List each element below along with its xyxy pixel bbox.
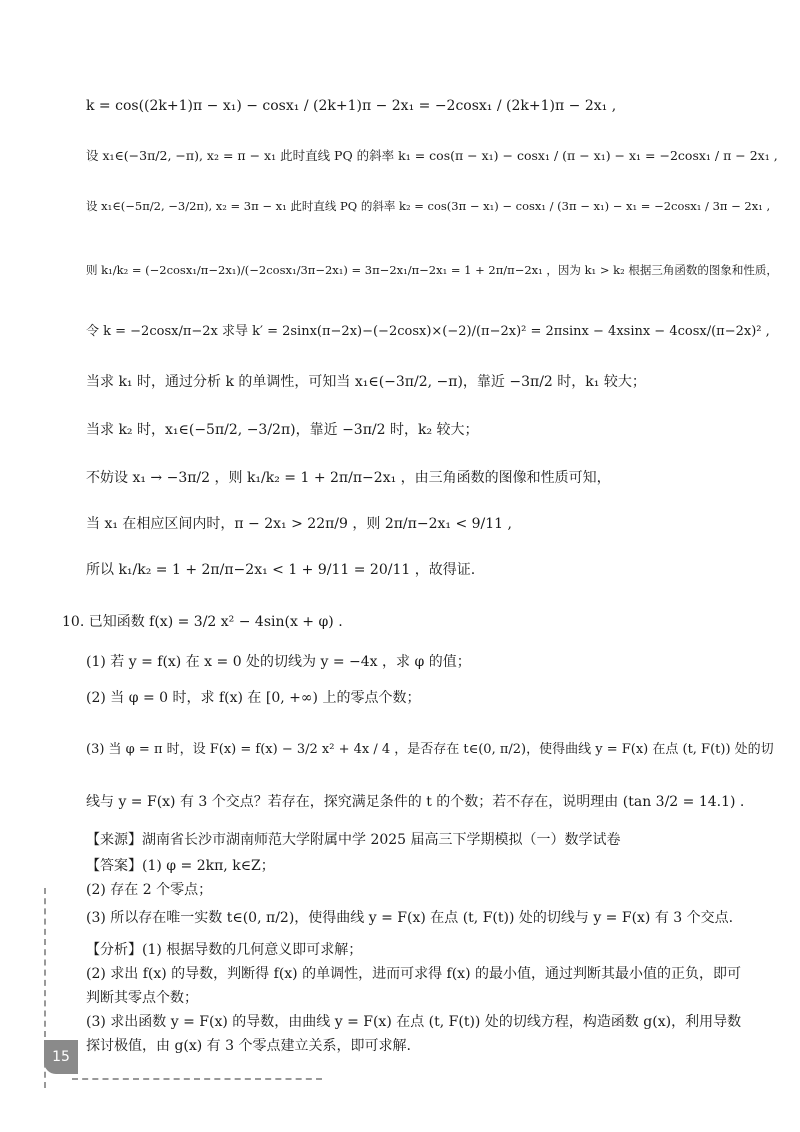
analysis-line-1: 【分析】(1) 根据导数的几何意义即可求解； [86,942,363,958]
analysis-line-2: (2) 求出 f(x) 的导数，判断得 f(x) 的单调性，进而可求得 f(x) 的最小值，通过判断其最小值的正负，即可 [86,966,741,982]
problem-part-3b: 线与 y = F(x) 有 3 个交点？若存在，探究满足条件的 t 的个数；若不存在，说明理由 (tan 3/2 = 14.1) . [86,794,745,810]
answer-line-1: 【答案】(1) φ = 2kπ, k∈Z； [86,858,275,874]
answer-line-3: (3) 所以存在唯一实数 t∈(0, π/2)，使得曲线 y = F(x) 在点 (t, F(t)) 处的切线与 y = F(x) 有 3 个交点. [86,910,734,926]
analysis-line-4: (3) 求出函数 y = F(x) 的导数，由曲线 y = F(x) 在点 (t, F(t)) 处的切线方程，构造函数 g(x)，利用导数 [86,1014,742,1030]
problem-title: 10. 已知函数 f(x) = 3/2 x² − 4sin(x + φ) . [62,614,343,630]
page-number-badge: 15 [44,1040,78,1074]
analysis-line-5: 探讨极值，由 g(x) 有 3 个零点建立关系，即可求解. [86,1038,411,1054]
footer-decoration [72,1078,322,1080]
answer-line-2: (2) 存在 2 个零点； [86,882,213,898]
solution-line-8: 不妨设 x₁ → −3π/2 ，则 k₁/k₂ = 1 + 2π/π−2x₁ ，由三角函数的图像和性质可知， [86,470,611,486]
solution-line-1: k = cos((2k+1)π − x₁) − cosx₁ / (2k+1)π − 2x₁ = −2cosx₁ / (2k+1)π − 2x₁ , [86,98,617,114]
solution-line-7: 当求 k₂ 时，x₁∈(−5π/2, −3/2π)，靠近 −3π/2 时，k₂ 较大； [86,422,479,438]
solution-line-2: 设 x₁∈(−3π/2, −π), x₂ = π − x₁ 此时直线 PQ 的斜率 k₁ = cos(π − x₁) − cosx₁ / (π − x₁) − x₁ = −2cosx₁ / π − 2x₁ , [86,148,778,163]
solution-line-3: 设 x₁∈(−5π/2, −3/2π), x₂ = 3π − x₁ 此时直线 PQ 的斜率 k₂ = cos(3π − x₁) − cosx₁ / (3π − x₁) − x₁ = −2cosx₁ / 3π − 2x₁ , [86,199,771,213]
problem-part-3a: (3) 当 φ = π 时，设 F(x) = f(x) − 3/2 x² + 4x / 4 ，是否存在 t∈(0, π/2)，使得曲线 y = F(x) 在点 (t, F(t)) 处的切 [86,742,774,757]
solution-line-6: 当求 k₁ 时，通过分析 k 的单调性，可知当 x₁∈(−3π/2, −π)，靠近 −3π/2 时，k₁ 较大； [86,374,646,390]
problem-part-1: (1) 若 y = f(x) 在 x = 0 处的切线为 y = −4x ，求 φ 的值； [86,654,471,670]
solution-line-10: 所以 k₁/k₂ = 1 + 2π/π−2x₁ < 1 + 9/11 = 20/11 ，故得证. [86,562,476,578]
solution-line-9: 当 x₁ 在相应区间内时，π − 2x₁ > 22π/9 ，则 2π/π−2x₁ < 9/11 , [86,516,512,532]
problem-part-2: (2) 当 φ = 0 时，求 f(x) 在 [0, +∞) 上的零点个数； [86,690,421,706]
source-line: 【来源】湖南省长沙市湖南师范大学附属中学 2025 届高三下学期模拟（一）数学试卷 [86,832,621,848]
solution-line-4: 则 k₁/k₂ = (−2cosx₁/π−2x₁)/(−2cosx₁/3π−2x₁) = 3π−2x₁/π−2x₁ = 1 + 2π/π−2x₁ ，因为 k₁ > k₂ 根据三角函数的图象和性质， [86,263,778,277]
analysis-line-3: 判断其零点个数； [86,990,198,1006]
solution-line-5: 令 k = −2cosx/π−2x 求导 k′ = 2sinx(π−2x)−(−2cosx)×(−2)/(π−2x)² = 2πsinx − 4xsinx − 4cosx/(π−2x)² , [86,324,770,339]
